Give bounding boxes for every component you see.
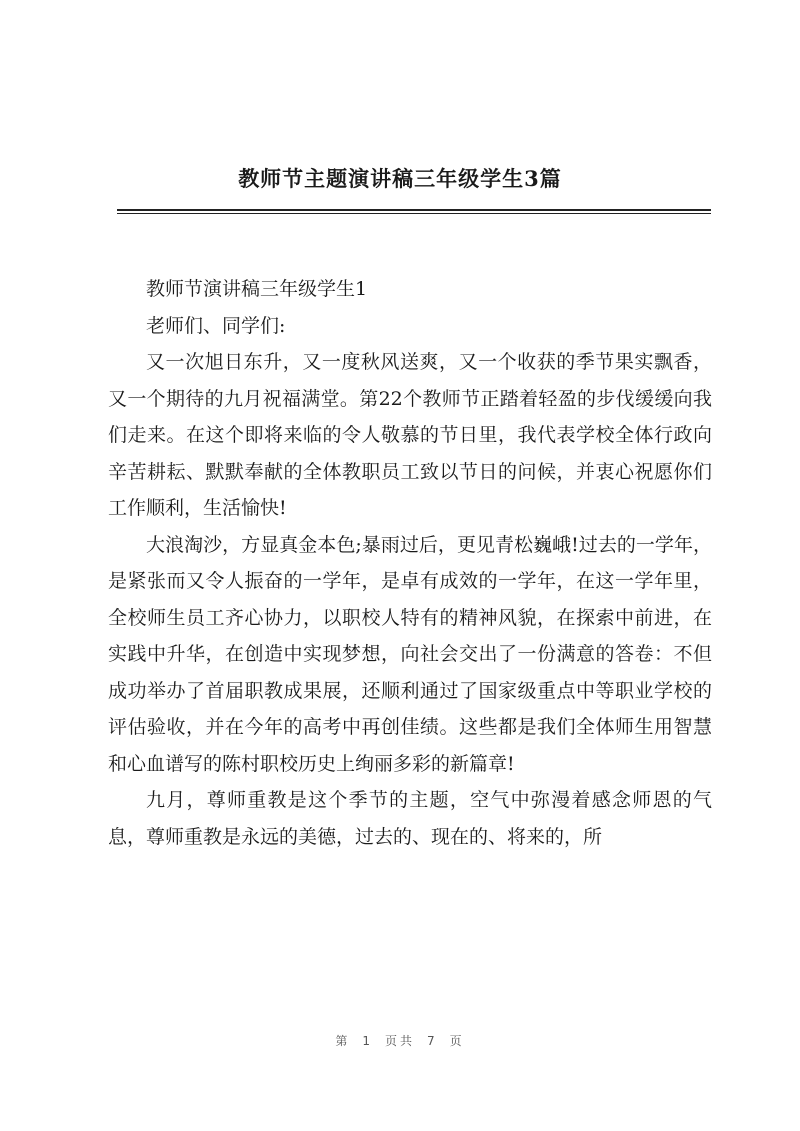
page-footer <box>0 1032 800 1049</box>
footer-suffix: 页 <box>449 1034 465 1048</box>
paragraph: 九月，尊师重教是这个季节的主题，空气中弥漫着感念师恩的气息，尊师重教是永远的美德，过去的、现在的、将来的，所 <box>108 789 712 848</box>
document-title: 教师节主题演讲稿三年级学生3篇 <box>238 166 562 191</box>
salutation: 老师们、同学们: <box>146 314 286 337</box>
document-body <box>108 271 712 855</box>
footer-middle: 页共 <box>384 1034 415 1048</box>
paragraph: 大浪淘沙，方显真金本色;暴雨过后，更见青松巍峨!过去的一学年，是紧张而又令人振奋的一学年，是卓有成效的一学年，在这一学年里，全校师生员工齐心协力，以职校人特有的精神风貌，在探索中前进，在实践中升华，在创造中实现梦想，向社会交出了一份满意的答卷：不但成功举办了首届职教成果展，还顺利通过了国家级重点中等职业学校的评估验收，并在今年的高考中再创佳绩。这些都是我们全体师生用智慧和心血谱写的陈村职校历史上绚丽多彩的新篇章! <box>108 533 712 775</box>
section-heading: 教师节演讲稿三年级学生1 <box>146 278 368 300</box>
page-total: 7 <box>427 1034 438 1048</box>
footer-prefix: 第 <box>335 1034 351 1048</box>
title-divider <box>117 209 711 214</box>
page-number: 1 <box>362 1034 373 1048</box>
paragraph: 又一次旭日东升，又一度秋风送爽，又一个收获的季节果实飘香，又一个期待的九月祝福满堂。第22个教师节正踏着轻盈的步伐缓缓向我们走来。在这个即将来临的令人敬慕的节日里，我代表学校全体行政向辛苦耕耘、默默奉献的全体教职员工致以节日的问候，并衷心祝愿你们工作顺利，生活愉快! <box>108 351 712 519</box>
